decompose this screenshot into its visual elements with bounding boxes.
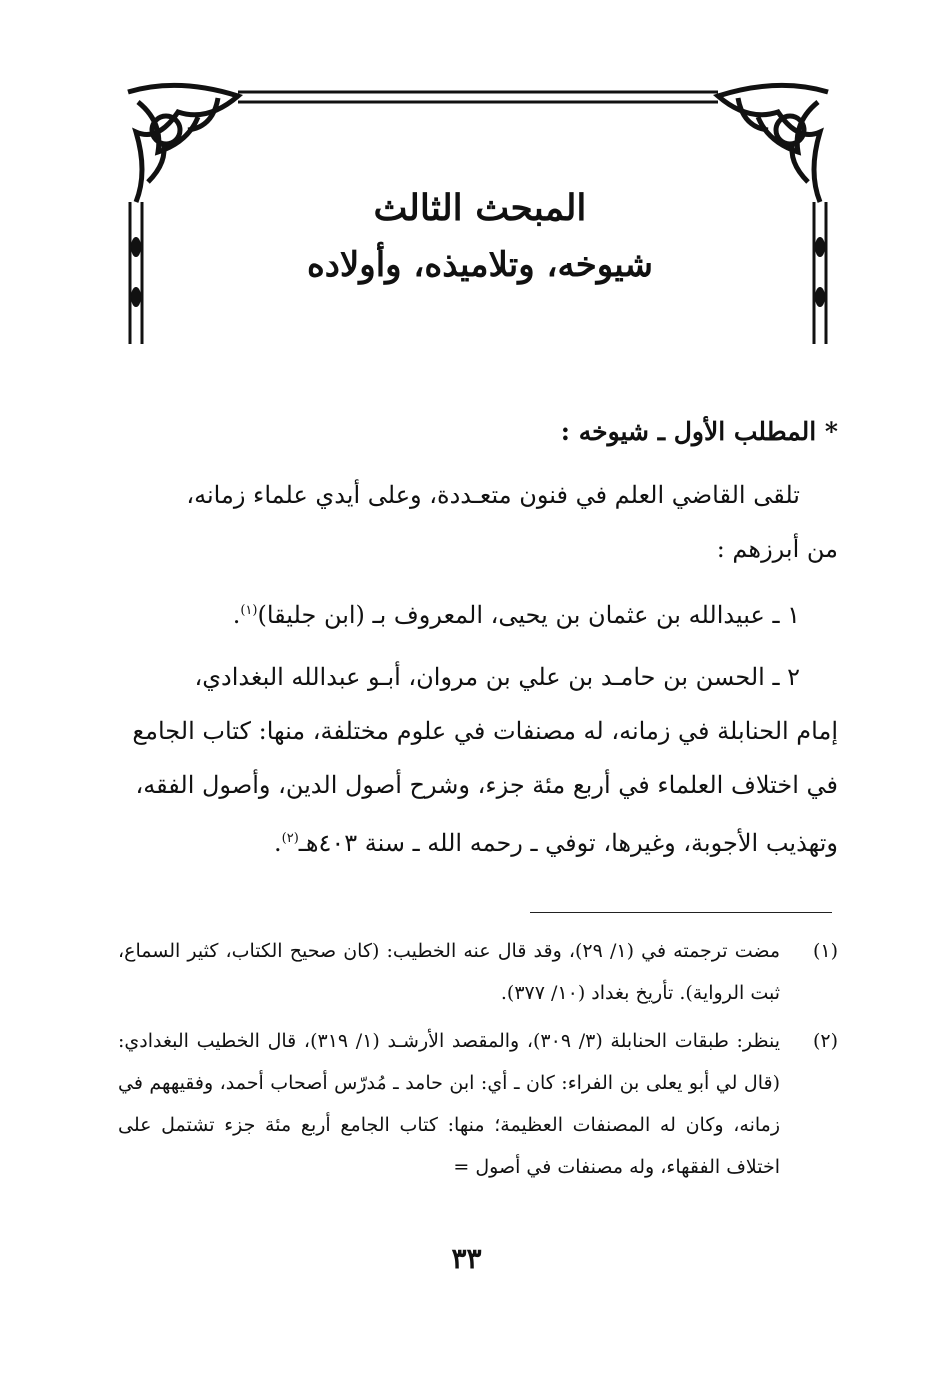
chapter-title: المبحث الثالث <box>373 187 587 229</box>
list-item-1-end: . <box>232 601 241 629</box>
list-item-2-line-4-text: وتهذيب الأجوبة، وغيرها، توفي ـ رحمه الله ـ سنة ٤٠٣هـ <box>298 829 838 857</box>
list-item-1-text: ١ ـ عبيدالله بن عثمان بن يحيى، المعروف بـ (ابن جليقا) <box>257 601 800 629</box>
intro-line-1: تلقى القاضي العلم في فنون متعـددة، وعلى أيدي علماء زمانه، <box>186 481 800 509</box>
page-number: ٣٣ <box>451 1242 482 1275</box>
footnote-text: ينظر: طبقات الحنابلة (٣/ ٣٠٩)، والمقصد الأرشـد (١/ ٣١٩)، قال الخطيب البغدادي: (قال لي أبو يعلى بن الفراء: كان ـ أي: ابن حامد ـ مُدرّس أصحاب أحمد، وفقيههم في زمانه، وكان له المصنفات العظيمة؛ منها: كتاب الجامع أربع مئة جزء تشتمل على اختلاف الفقهاء، وله مصنفات في أصول = <box>118 1030 780 1178</box>
chapter-subtitle: شيوخه، وتلاميذه، وأولاده <box>306 245 654 285</box>
chapter-title-block <box>180 182 780 290</box>
list-item-2-line-4 <box>118 812 838 870</box>
footnote-ref-2: (٢) <box>281 831 299 846</box>
section-heading: * المطلب الأول ـ شيوخه : <box>560 417 838 446</box>
footnote-number: (٢) <box>812 1030 838 1052</box>
list-item-2-line-1: ٢ ـ الحسن بن حامـد بن علي بن مروان، أبـو عبدالله البغدادي، <box>194 663 800 691</box>
footnote-text: مضت ترجمته في (١/ ٢٩)، وقد قال عنه الخطيب: (كان صحيح الكتاب، كثير السماع، ثبت الرواية). تأريخ بغداد (١٠/ ٣٧٧). <box>118 940 781 1004</box>
footnote <box>118 930 838 1014</box>
main-text <box>118 410 838 870</box>
list-item-2-end: . <box>274 829 282 857</box>
footnotes <box>118 930 838 1188</box>
list-item-1 <box>118 584 838 642</box>
footnote-ref-1: (١) <box>240 603 258 618</box>
footnote-number: (١) <box>812 940 838 962</box>
intro-line-2: من أبرزهم : <box>716 535 838 563</box>
footnote <box>118 1020 838 1188</box>
footnote-divider <box>530 912 832 913</box>
list-item-2-line-3: في اختلاف العلماء في أربع مئة جزء، وشرح أصول الدين، وأصول الفقه، <box>135 771 838 799</box>
list-item-2-line-2: إمام الحنابلة في زمانه، له مصنفات في علوم مختلفة، منها: كتاب الجامع <box>132 717 838 745</box>
